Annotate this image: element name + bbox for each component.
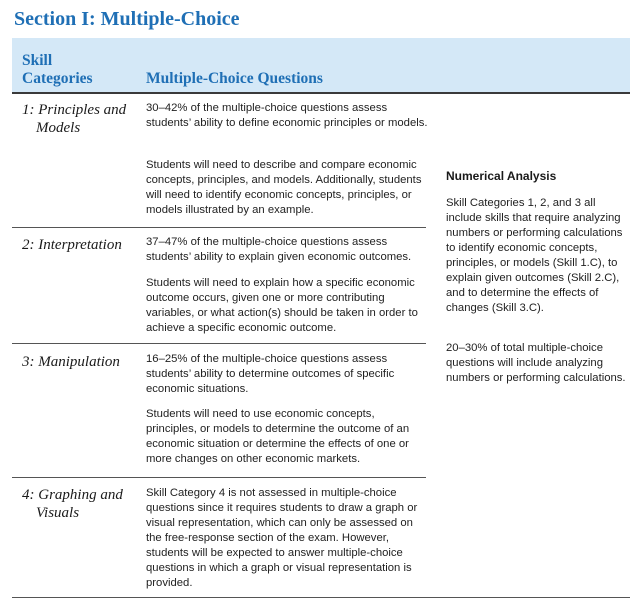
mcq-header: Multiple-Choice Questions [146, 70, 323, 87]
numerical-analysis-title: Numerical Analysis [446, 169, 557, 183]
table-bottom-rule [12, 597, 630, 598]
row1-para2: Students will need to describe and compare economic concepts, principles, and models. Additionally, students will need to identify economic concepts, principles, or models illustrated by an example. [146, 159, 422, 216]
row-divider [12, 477, 426, 478]
row1-para1: 30–42% of the multiple-choice questions assess students’ ability to define economic principles or models. [146, 102, 428, 129]
skill-header-line1: Skill [22, 52, 53, 69]
category-line1: 3: Manipulation [22, 354, 120, 370]
skill-header-line2: Categories [22, 70, 93, 87]
skill-categories-header [22, 52, 132, 88]
category-line1: 1: Principles and [22, 102, 127, 118]
row2-para2: Students will need to explain how a specific economic outcome occurs, given one or more contributing variables, or what action(s) should be taken in order to achieve a specific economic outcome. [146, 277, 418, 334]
category-line2: Models [36, 120, 81, 136]
row3-para2: Students will need to use economic concepts, principles, or models to determine the outcome of an economic situation or determine the effects of one or more changes on other economic markets. [146, 408, 410, 465]
row3-para1: 16–25% of the multiple-choice questions assess students’ ability to determine outcomes of specific economic situations. [146, 353, 395, 395]
row4-para1: Skill Category 4 is not assessed in multiple-choice questions since it requires students to draw a graph or visual representation, which can only be assessed on the free-response section of the exam. However, students will be expected to answer multiple-choice questions in which a graph or visual representation is provided. [146, 487, 418, 589]
category-line1: 2: Interpretation [22, 237, 122, 253]
category-manipulation [22, 353, 137, 371]
numerical-analysis-para2: 20–30% of total multiple-choice questions will include analyzing numbers or performing calculations. [446, 342, 626, 384]
row-divider [12, 227, 426, 228]
row-divider [12, 343, 426, 344]
category-line1: 4: Graphing and [22, 487, 123, 503]
numerical-analysis-para1: Skill Categories 1, 2, and 3 all include skills that require analyzing numbers or performing calculations to identify economic concepts, principles, or models (Skill 1.C), to explain given outcomes (Skill 2.C), and to determine the effects of changes (Skill 3.C). [446, 197, 623, 314]
section-title: Section I: Multiple-Choice [14, 8, 240, 30]
category-interpretation [22, 236, 137, 254]
category-principles-models [22, 101, 137, 137]
category-line2: Visuals [36, 505, 80, 521]
row2-para1: 37–47% of the multiple-choice questions assess students’ ability to explain given economic outcomes. [146, 236, 412, 263]
category-graphing-visuals [22, 486, 137, 522]
